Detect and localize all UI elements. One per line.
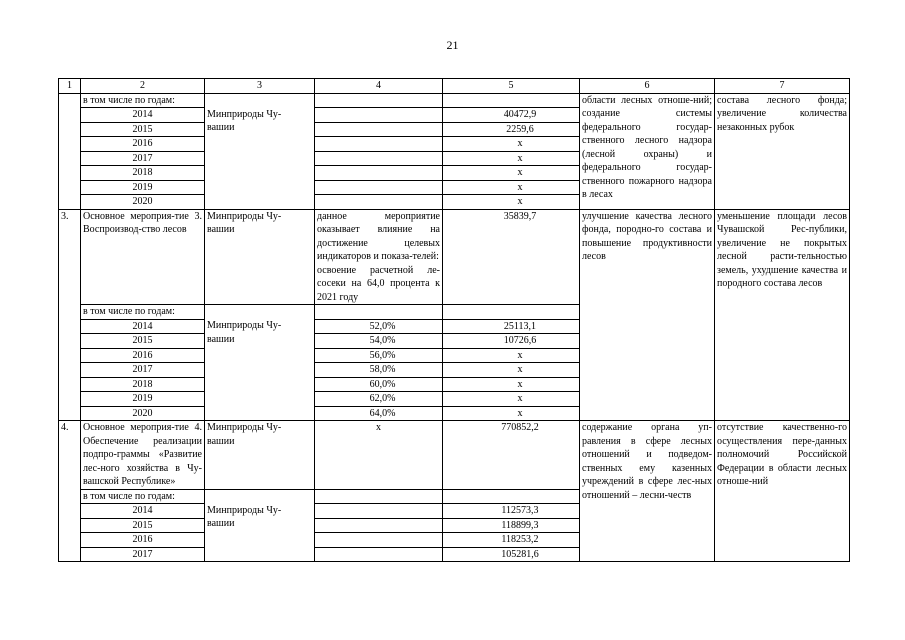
year-cell: 2016 — [81, 348, 205, 363]
year-cell: 2020 — [81, 195, 205, 210]
value-cell: 2259,6 — [443, 122, 580, 137]
risk-cell: состава лесного фонда; увеличение количества незаконных рубок — [715, 93, 850, 209]
year-cell: 2017 — [81, 363, 205, 378]
years-label-row — [59, 93, 850, 108]
indicator-cell: 64,0% — [315, 406, 443, 421]
indicator-cell — [315, 108, 443, 123]
value-cell: 118899,3 — [443, 518, 580, 533]
responsible-cell: Минприроды Чу- вашии — [205, 421, 315, 490]
measure-name: Основное мероприя-тие 3. Воспроизвод-ство лесов — [81, 209, 205, 305]
header-cell: 5 — [443, 79, 580, 94]
value-cell — [443, 93, 580, 108]
indicator-cell — [315, 518, 443, 533]
responsible-cell: Минприроды Чу- вашии — [205, 319, 315, 421]
responsible-cell: Минприроды Чу- вашии — [205, 504, 315, 562]
indicator-cell — [315, 489, 443, 504]
indicator-cell: 58,0% — [315, 363, 443, 378]
indicator-cell — [315, 195, 443, 210]
header-row — [59, 79, 850, 94]
num-cell: 3. — [59, 209, 81, 421]
year-cell: 2017 — [81, 151, 205, 166]
year-cell: 2015 — [81, 518, 205, 533]
indicator-cell: 60,0% — [315, 377, 443, 392]
value-cell — [443, 305, 580, 320]
effect-cell: улучшение качества лесного фонда, породно-го состава и повышение продуктивности лесов — [580, 209, 715, 421]
header-cell: 2 — [81, 79, 205, 94]
years-label: в том числе по годам: — [81, 93, 205, 108]
year-cell: 2016 — [81, 533, 205, 548]
header-cell: 1 — [59, 79, 81, 94]
responsible-cell: Минприроды Чу- вашии — [205, 108, 315, 210]
indicator-cell — [315, 504, 443, 519]
measure-name: Основное мероприя-тие 4. Обеспечение реализации подпро-граммы «Развитие лес-ного хозяйства в Чу-вашской Республике» — [81, 421, 205, 490]
value-cell: 10726,6 — [443, 334, 580, 349]
value-cell: 105281,6 — [443, 547, 580, 562]
year-cell: 2018 — [81, 377, 205, 392]
indicator-cell — [315, 180, 443, 195]
risk-cell: отсутствие качественно-го осуществления пере-данных полномочий Российской Федерации в области лесных отноше-ний — [715, 421, 850, 562]
indicator-cell: 54,0% — [315, 334, 443, 349]
year-cell: 2019 — [81, 392, 205, 407]
year-cell: 2014 — [81, 108, 205, 123]
indicator-cell: 56,0% — [315, 348, 443, 363]
value-cell: x — [443, 137, 580, 152]
value-cell: x — [443, 151, 580, 166]
years-label: в том числе по годам: — [81, 305, 205, 320]
value-cell: 35839,7 — [443, 209, 580, 305]
value-cell: x — [443, 166, 580, 181]
value-cell: x — [443, 195, 580, 210]
header-cell: 7 — [715, 79, 850, 94]
value-cell: x — [443, 348, 580, 363]
years-label: в том числе по годам: — [81, 489, 205, 504]
num-cell — [59, 93, 81, 209]
year-cell: 2015 — [81, 122, 205, 137]
year-cell: 2017 — [81, 547, 205, 562]
measure-row — [59, 209, 850, 305]
year-cell: 2015 — [81, 334, 205, 349]
measures-table — [58, 78, 850, 562]
value-cell: x — [443, 392, 580, 407]
indicator-cell — [315, 93, 443, 108]
indicator-cell — [315, 137, 443, 152]
value-cell: x — [443, 377, 580, 392]
value-cell: 25113,1 — [443, 319, 580, 334]
value-cell: 112573,3 — [443, 504, 580, 519]
value-cell: 118253,2 — [443, 533, 580, 548]
num-cell: 4. — [59, 421, 81, 562]
indicator-cell — [315, 151, 443, 166]
page-number: 21 — [446, 38, 459, 52]
indicator-cell: 52,0% — [315, 319, 443, 334]
value-cell: x — [443, 363, 580, 378]
indicator-cell — [315, 533, 443, 548]
indicator-cell — [315, 122, 443, 137]
indicator-cell — [315, 166, 443, 181]
year-cell: 2016 — [81, 137, 205, 152]
indicator-cell — [315, 305, 443, 320]
indicator-cell: x — [315, 421, 443, 490]
year-cell: 2020 — [81, 406, 205, 421]
year-cell: 2014 — [81, 504, 205, 519]
indicator-cell: 62,0% — [315, 392, 443, 407]
responsible-cell: Минприроды Чу- вашии — [205, 209, 315, 305]
year-cell: 2014 — [81, 319, 205, 334]
value-cell: 40472,9 — [443, 108, 580, 123]
value-cell: x — [443, 406, 580, 421]
value-cell — [443, 489, 580, 504]
year-cell: 2018 — [81, 166, 205, 181]
effect-cell: области лесных отноше-ний; создание системы федерального государ-ственного лесного надзора (лесной охраны) и федерального государ-ственного пожарного надзора в лесах — [580, 93, 715, 209]
responsible-cell — [205, 489, 315, 504]
indicator-cell: данное мероприятие оказывает влияние на достижение целевых индикаторов и показа-телей: освоение расчетной ле-сосеки на 64,0 процента к 2021 году — [315, 209, 443, 305]
header-cell: 3 — [205, 79, 315, 94]
value-cell: 770852,2 — [443, 421, 580, 490]
responsible-cell — [205, 305, 315, 320]
indicator-cell — [315, 547, 443, 562]
value-cell: x — [443, 180, 580, 195]
header-cell: 6 — [580, 79, 715, 94]
risk-cell: уменьшение площади лесов Чувашской Рес-публики, увеличение не покрытых лесной расти-тельностью земель, ухудшение качества и породного состава лесов — [715, 209, 850, 421]
year-cell: 2019 — [81, 180, 205, 195]
measure-row — [59, 421, 850, 490]
header-cell: 4 — [315, 79, 443, 94]
responsible-cell — [205, 93, 315, 108]
effect-cell: содержание органа уп-равления в сфере лесных отношений и подведом-ственных ему казенных учреждений в сфере лес-ных отношений – лесни-честв — [580, 421, 715, 562]
